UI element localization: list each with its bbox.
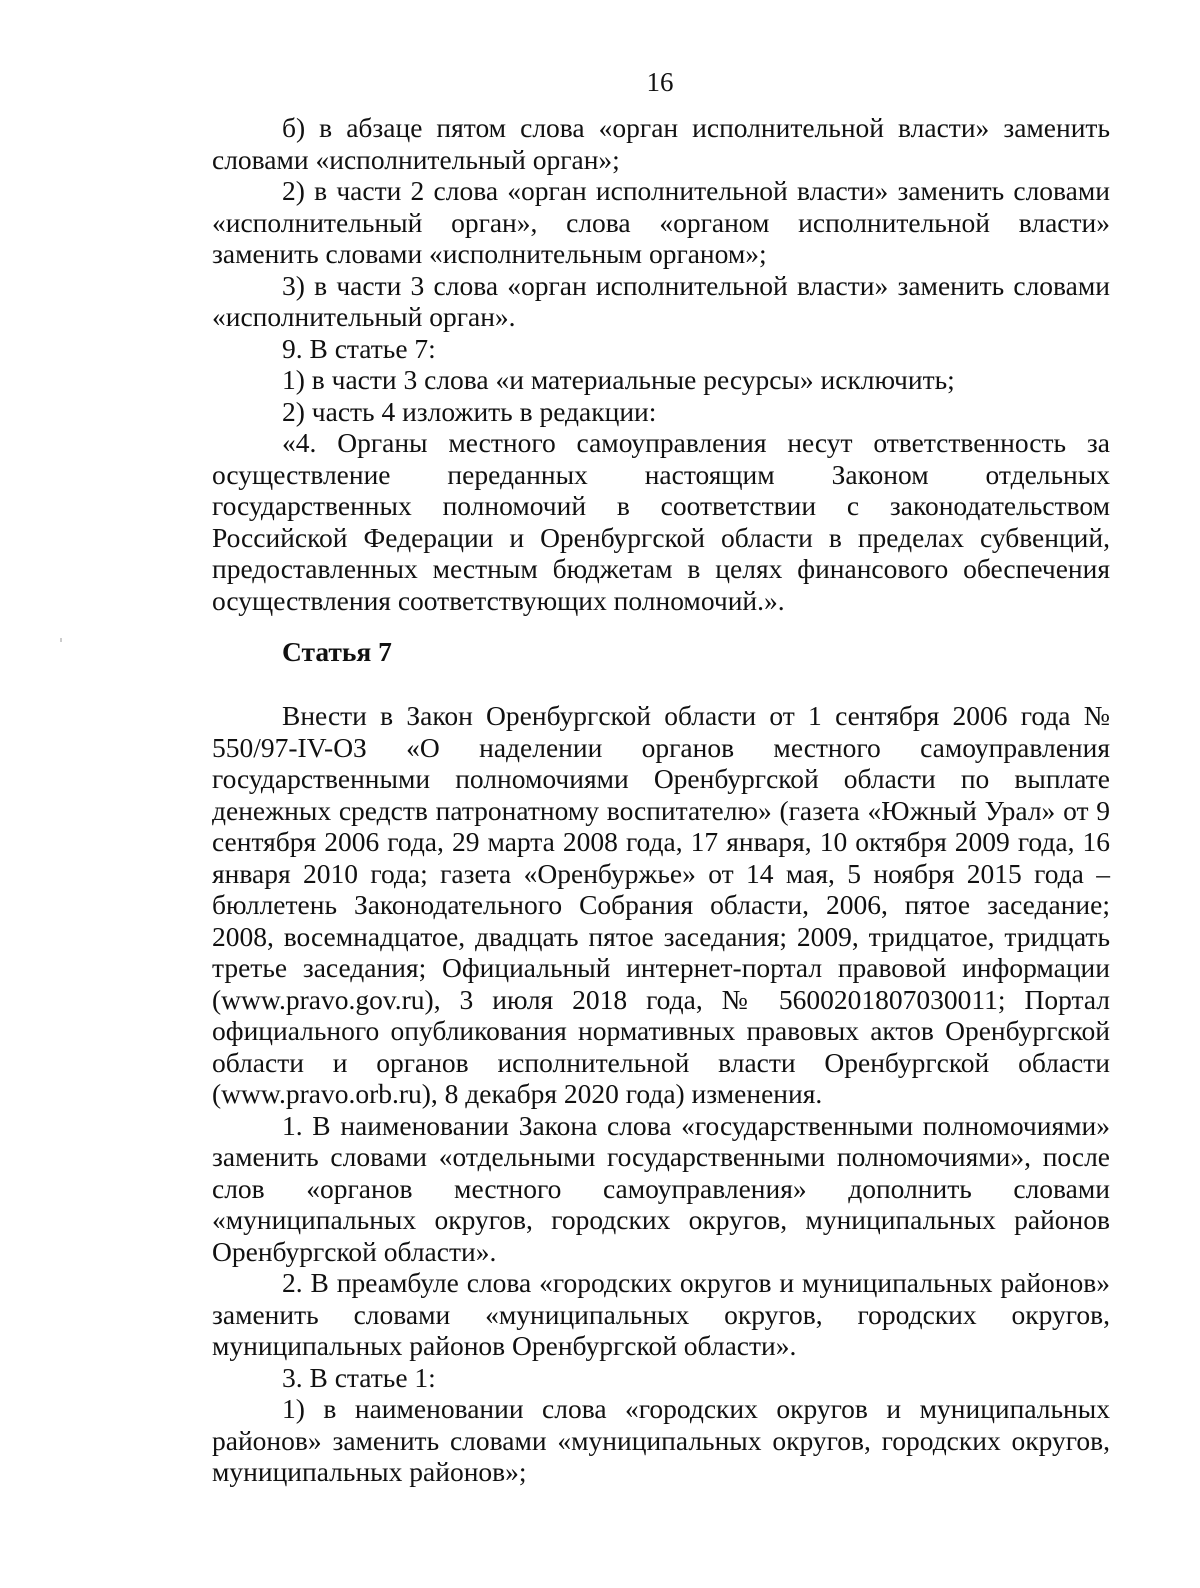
paragraph-article-7-intro: 9. В статье 7:: [282, 332, 436, 364]
article-body: [212, 700, 1110, 1488]
amendments-continued: [212, 112, 1110, 616]
paragraph-law-amendment: Внести в Закон Оренбургской области от 1 сентября 2006 года № 550/97-IV-ОЗ «О наделении органов местного самоуправления государственными полномочиями Оренбургской области по выплате денежных средств патронатному воспитателю» (газета «Южный Урал» от 9 сентября 2006 года, 29 марта 2008 года, 17 января, 10 октября 2009 года, 16 января 2010 года; газета «Оренбуржье» от 14 мая, 5 ноября 2015 года – бюллетень Законодательного Собрания области, 2006, пятое заседание; 2008, восемнадцатое, двадцать пятое заседания; 2009, тридцатое, тридцать третье заседания; Официальный интернет-портал правовой информации (www.pravo.gov.ru), 3 июля 2018 года, № 5600201807030011; Портал официального опубликования нормативных правовых актов Оренбургской области и органов исполнительной власти Оренбургской области (www.pravo.orb.ru), 8 декабря 2020 года) изменения.: [212, 700, 1110, 1109]
paragraph-item-1-title: 1. В наименовании Закона слова «государственными полномочиями» заменить словами «отдельными государственными полномочиями», после слов «органов местного самоуправления» дополнить словами «муниципальных округов, городских округов, муниципальных районов Оренбургской области».: [212, 1109, 1110, 1267]
paragraph-part-4-quote: «4. Органы местного самоуправления несут ответственность за осуществление переданных настоящим Законом отдельных государственных полномочий в соответствии с законодательством Российской Федерации и Оренбургской области в пределах субвенций, предоставленных местным бюджетам в целях финансового обеспечения осуществления соответствующих полномочий.».: [212, 427, 1110, 616]
article-heading: Статья 7: [282, 636, 392, 667]
page-number: 16: [646, 67, 674, 97]
paragraph-part-2: 2) в части 2 слова «орган исполнительной власти» заменить словами «исполнительный орган», слова «органом исполнительной власти» заменить словами «исполнительным органом»;: [212, 175, 1110, 269]
paragraph-item-3-intro: 3. В статье 1:: [282, 1361, 436, 1393]
paragraph-article-7-item-2: 2) часть 4 изложить в редакции:: [282, 395, 657, 427]
paragraph-part-3: 3) в части 3 слова «орган исполнительной власти» заменить словами «исполнительный орган».: [212, 269, 1110, 332]
paragraph-item-2-preamble: 2. В преамбуле слова «городских округов и муниципальных районов» заменить словами «муниципальных округов, городских округов, муниципальных районов Оренбургской области».: [212, 1267, 1110, 1361]
paragraph-article-7-item-1: 1) в части 3 слова «и материальные ресурсы» исключить;: [282, 364, 955, 395]
paragraph-item-3-sub-1: 1) в наименовании слова «городских округов и муниципальных районов» заменить словами «муниципальных округов, городских округов, муниципальных районов»;: [212, 1393, 1110, 1487]
article-heading-block: [212, 636, 1110, 668]
paragraph-b-item: б) в абзаце пятом слова «орган исполнительной власти» заменить словами «исполнительный орган»;: [212, 112, 1110, 175]
scan-speck: [60, 638, 62, 642]
